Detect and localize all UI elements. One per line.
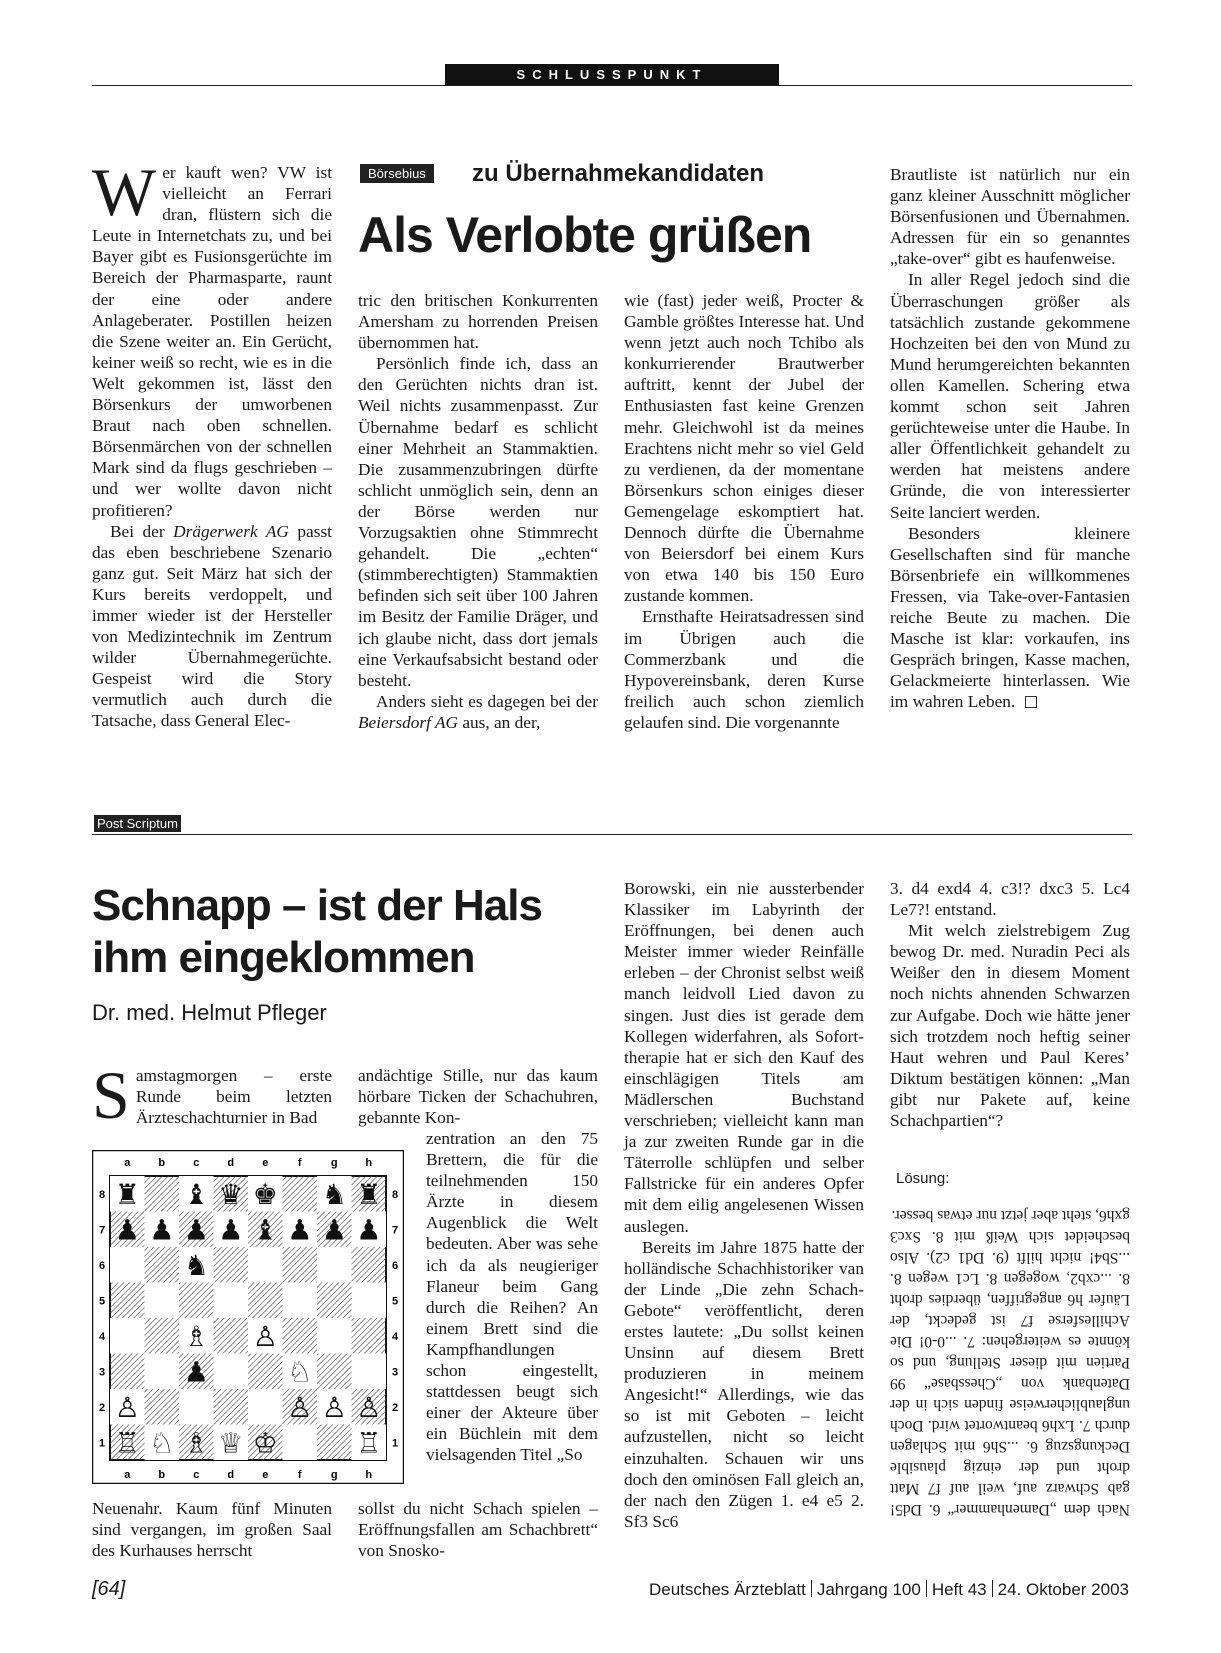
chess-piece: ♙ [287,1390,313,1424]
file-label: a [124,1157,131,1169]
chess-piece: ♞ [183,1248,209,1282]
paragraph: wie (fast) jeder weiß, Procter & Gamble größtes Interesse hat. Und wenn jetzt auch noch Tchibo als konkurrierender Brautwerber auftritt, kennt der Jubel der Enthusiasten fast keine Grenzen mehr. Gleichwohl ist da meines Erachtens nicht mehr so viel Geld zu verdienen, da der momentane Börsenkurs schon einiges dieser Gemengelage eskomptiert hat. Dennoch dürfte die Übernahme von Beiersdorf bei einem Kurs von etwa 140 bis 150 Euro zustande kommen. [624,291,864,606]
paragraph: tric den britischen Konkurrenten Amersham zu horrenden Preisen übernommen hat. [358,291,598,353]
text-run: Anders sieht es dagegen bei der [376,691,598,711]
rank-label: 1 [98,1437,106,1450]
article1-column-2 [358,290,598,733]
article2-column-1-top [92,1057,332,1133]
drop-cap: W [92,154,157,230]
chess-piece: ♟ [356,1213,382,1247]
board-square [352,1283,387,1319]
chess-piece: ♟ [183,1213,209,1247]
text-run: aus, an der, [458,712,541,732]
board-square [248,1389,283,1425]
board-square [110,1283,145,1319]
company-name: Beiersdorf AG [358,712,458,732]
chess-piece: ♞ [321,1177,347,1211]
chess-piece: ♕ [218,1426,244,1460]
board-square [179,1389,214,1425]
article2-column-2-wrap [426,1128,598,1466]
board-square [214,1318,249,1354]
paragraph [890,523,1130,713]
chess-piece: ♚ [252,1177,278,1211]
kicker-title: zu Übernahmekandidaten [472,160,765,187]
board-square [317,1247,352,1283]
rank-label: 7 [391,1224,399,1237]
chess-piece: ♖ [114,1426,140,1460]
board-square [317,1318,352,1354]
board-square [214,1389,249,1425]
board-square [214,1354,249,1390]
file-label: d [227,1157,235,1169]
paragraph: andächtige Stille, nur das kaum hörbare Ticken der Schachuhren, gebannte Kon- [358,1066,598,1128]
file-label: c [193,1469,200,1481]
chess-diagram [92,1150,404,1484]
chess-piece: ♟ [114,1213,140,1247]
file-label: h [365,1469,373,1481]
chess-piece: ♙ [321,1390,347,1424]
board-square [317,1354,352,1390]
board-square [145,1176,180,1212]
board-square [283,1176,318,1212]
paragraph [92,1057,332,1133]
author-byline: Dr. med. Helmut Pfleger [92,1000,327,1025]
article2-column-1-bottom [92,1498,332,1561]
board-square [248,1283,283,1319]
page-number: [64] [92,1578,126,1600]
text-run: passt das eben beschriebene Szenario ganz gut. Seit März hat sich der Kurs bereits verdoppelt, und immer wieder ist der Hersteller von Medizintechnik im Zentrum wilder Übernahmegerüchte. Gespeist wird die Story vermutlich auch durch die Tatsache, dass General Elec- [92,521,332,731]
chess-piece: ♟ [149,1213,175,1247]
paragraph-text: Besonders kleinere Gesellschaften sind für manche Börsenbriefe ein willkommenes Fressen, via Take-over-Fantasien reiche Beute zu machen. Die Masche ist klar: vorkaufen, ins Gespräch bringen, Kasse machen, Gelackmeierte hinterlassen. Wie im wahren Leben. [890,523,1130,712]
chess-piece: ♛ [218,1177,244,1211]
paragraph [92,521,332,732]
company-name: Drägerwerk AG [173,521,289,541]
board-square [283,1425,318,1461]
paragraph: Bereits im Jahre 1875 hatte der holländische Schachhistoriker van der Linde „Die zehn Schach-Gebote“ veröffentlicht, deren erstes lautete: „Du sollst keinen Unsinn auf diesem Brett produzieren in meinem Angesicht!“ Allerdings, wie das so ist mit Geboten – leicht aufzustellen, nicht so leicht einzuhalten. Schauen wir uns doch den ominösen Fall gleich an, der nach den Zügen 1. e4 e5 2. Sf3 Sc6 [624,1237,864,1531]
rank-label: 6 [98,1259,106,1272]
board-square [110,1247,145,1283]
paragraph: 3. d4 exd4 4. c3!? dxc3 5. Lc4 Le7?! entstand. [890,879,1130,920]
article2-column-3 [624,878,864,1532]
file-label: f [297,1157,302,1169]
board-square [145,1283,180,1319]
article2-column-2-top [358,1065,598,1128]
board-square [283,1283,318,1319]
chess-piece: ♙ [114,1390,140,1424]
file-label: b [158,1469,166,1481]
board-square [352,1247,387,1283]
board-square [352,1318,387,1354]
chess-piece: ♙ [252,1319,278,1353]
volume: Jahrgang 100 [816,1580,921,1599]
column-kicker: Börsebius [360,164,434,183]
board-square [145,1389,180,1425]
chess-piece: ♟ [183,1355,209,1389]
chess-piece: ♔ [252,1426,278,1460]
end-mark-icon [1025,696,1037,708]
rank-label: 4 [391,1330,399,1343]
rank-label: 1 [391,1437,399,1450]
paragraph: Mit welch zielstrebigem Zug bewog Dr. med. Nuradin Peci als Weißer den in diesem Moment noch nichts ahnenden Schwarzen zur Aufgabe. Doch wie hätte jener sich trotzdem noch heftig seiner Haut wehren und Paul Keres’ Diktum bestätigen können: „Man gibt nur Pakete auf, keine Schachpartien“? [890,921,1130,1131]
board-square [145,1318,180,1354]
article1-column-1 [92,154,332,732]
file-label: a [124,1469,131,1481]
chess-piece: ♘ [149,1426,175,1460]
board-square [110,1354,145,1390]
board-square [317,1425,352,1461]
paragraph-text: amstagmorgen – erste Runde beim letzten Ärzteschachturnier in Bad [135,1066,332,1128]
chess-piece: ♟ [321,1213,347,1247]
solution-label: Lösung: [896,1170,950,1187]
post-scriptum-tag: Post Scriptum [94,815,181,832]
rank-label: 5 [391,1295,399,1308]
chess-piece: ♗ [183,1426,209,1460]
paragraph: zentration an den 75 Brettern, die für die teilnehmenden 150 Ärzte in diesem Augenblick die Welt bedeuten. Aber was sehe ich da als neugieriger Flaneur beim Gang durch die Reihen? An einem Brett sind die Kampfhandlungen schon eingestellt, stattdessen beugt sich einer der Akteure über ein Büchlein mit dem vielsagenden Titel „So [426,1129,598,1465]
rank-label: 5 [98,1295,106,1308]
file-label: e [262,1469,269,1481]
solution-upside-down: Nach dem „Damenhammer“ 6. Dd5! gab Schwarz auf, weil auf f7 Matt droht und der einzig plausible Deckungszug 6. ...Sh6 mit Schlagen durch 7. Lxh6 beantwortet wird. Doch unglaublicherweise finden sich in der Datenbank von „Chessbase“ 99 Partien mit dieser Stellung, und so könnte es weitergehen: 7. ...0-0! Die Achillesferse f7 ist gedeckt, der Läufer h6 angegriffen, überdies droht 8. ...cxb2, wogegen 8. Lc1 wegen 8. ...Sb4! nicht hilft (9. Dd1 c2). Also bescheidet sich Weiß mit 8. Sxc3 gxh6, steht aber jetzt nur etwas besser. [890,1207,1130,1518]
paragraph: Brautliste ist natürlich nur ein ganz kleiner Ausschnitt möglicher Börsenfusionen und Übernahmen. Adressen für ein so genanntes „take-over“ gibt es haufenweise. [890,165,1130,269]
chess-piece: ♜ [356,1177,382,1211]
article1-column-3 [624,290,864,733]
board-square [214,1283,249,1319]
rank-label: 8 [98,1188,106,1201]
board-square [145,1247,180,1283]
file-label: e [262,1157,269,1169]
file-label: b [158,1157,166,1169]
article-headline [92,880,542,984]
board-square [179,1283,214,1319]
headline-line: Schnapp – ist der Hals [92,881,542,930]
chess-piece: ♝ [183,1177,209,1211]
chess-piece: ♖ [356,1426,382,1460]
rank-label: 8 [391,1188,399,1201]
paragraph: Persönlich finde ich, dass an den Gerüchten nichts dran ist. Weil nichts zusammenpasst. Zur Übernahme bedarf es schlicht einer Mehrheit an Stammaktien. Die zusammenzubringen dürfte schlicht unmöglich sein, denn an der Börse werden nur Vorzugsaktien ohne Stimmrecht gehandelt. Die „echten“ (stimmberechtigten) Stammaktien befinden sich seit über 100 Jahren im Besitz der Familie Dräger, und ich glaube nicht, dass dort jemals eine Verkaufsabsicht bestand oder besteht. [358,354,598,690]
board-square [283,1318,318,1354]
rank-label: 2 [391,1401,399,1414]
board-square [110,1318,145,1354]
divider [926,1580,927,1597]
chess-piece: ♝ [252,1213,278,1247]
board-square [248,1247,283,1283]
file-label: g [330,1469,338,1481]
article1-column-4 [890,164,1130,712]
paragraph: Neuenahr. Kaum fünf Minuten sind vergangen, im großen Saal des Kurhauses herrscht [92,1499,332,1561]
chess-piece: ♙ [356,1390,382,1424]
board-square [248,1354,283,1390]
file-label: f [297,1469,302,1481]
chess-piece: ♟ [287,1213,313,1247]
rank-label: 4 [98,1330,106,1343]
board-square [352,1354,387,1390]
chess-piece: ♘ [287,1355,313,1389]
board-square [317,1283,352,1319]
chess-piece: ♟ [218,1213,244,1247]
paragraph [358,691,598,733]
article2-column-2-bottom [358,1498,598,1561]
paragraph [92,154,332,521]
chess-piece: ♜ [114,1177,140,1211]
text-run: Bei der [110,521,174,541]
board-square [283,1247,318,1283]
paragraph: In aller Regel jedoch sind die Überraschungen größer als tatsächlich zustande gekommene Hochzeiten bei den von Mund zu Mund herumgereichten bekannten ollen Kamellen. Schering etwa kommt schon seit Jahren gerüchteweise unter die Haube. In aller Öffentlichkeit gehandelt zu werden hat meistens andere Gründe, die von interessierter Seite lanciert werden. [890,270,1130,522]
issue: Heft 43 [931,1580,987,1599]
rank-label: 7 [98,1224,106,1237]
section-rule [92,834,1132,835]
headline-line: ihm eingeklommen [92,933,475,982]
issue-date: 24. Oktober 2003 [997,1580,1129,1599]
board-square [145,1354,180,1390]
drop-cap: S [92,1057,130,1133]
rank-label: 3 [98,1366,106,1379]
paragraph: Borowski, ein nie aussterbender Klassiker im Labyrinth der Eröffnungen, bei denen auch Meister immer wieder Reinfälle erleben – der Chronist selbst weiß manch leidvoll Lied davon zu singen. Just dies ist gerade dem Kollegen widerfahren, als Soforttherapie hat er sich den Kauf des einschlägigen Titels am Mädlerschen Buchstand verschrieben; vielleicht kann man ja zur zweiten Runde gar in die Täterrolle schlüpfen und selber Fallstricke für ein anderes Opfer mit dem eilig angelesenen Wissen auslegen. [624,879,864,1236]
divider [992,1580,993,1597]
section-header: SCHLUSSPUNKT [445,64,779,86]
file-label: h [365,1157,373,1169]
paragraph-text: er kauft wen? VW ist vielleicht an Ferrari dran, flüstern sich die Leute in Internetchats zu, und bei Bayer gibt es Fusionsgerüchte im Bereich der Pharmasparte, raunt der eine oder andere Anlageberater. Postillen heizen die Szene weiter an. Ein Gerücht, keiner weiß so recht, wie es in die Welt gekommen ist, lässt den Börsenkurs der umworbenen Braut nach oben schnellen. Börsenmärchen von der schnellen Mark sind da flugs geschrieben – und wer wollte davon nicht profitieren? [92,163,332,520]
divider [811,1580,812,1597]
paragraph: sollst du nicht Schach spielen – Eröffnungsfallen am Schachbrett“ von Snosko- [358,1499,598,1561]
board-square [214,1247,249,1283]
paragraph: Ernsthafte Heiratsadressen sind im Übrigen auch die Commerzbank und die Hypovereinsbank, deren Kurse freilich auch schon ziemlich gelaufen sind. Die vorgenannte [624,607,864,732]
publication-footer [649,1580,1129,1600]
article2-column-4 [890,878,1130,1131]
file-label: c [193,1157,200,1169]
article-headline: Als Verlobte grüßen [358,207,812,263]
top-rule [92,85,1132,86]
rank-label: 3 [391,1366,399,1379]
rank-label: 6 [391,1259,399,1272]
journal-name: Deutsches Ärzteblatt [648,1580,806,1599]
rank-label: 2 [98,1401,106,1414]
file-label: g [330,1157,338,1169]
chess-piece: ♗ [183,1319,209,1353]
file-label: d [227,1469,235,1481]
